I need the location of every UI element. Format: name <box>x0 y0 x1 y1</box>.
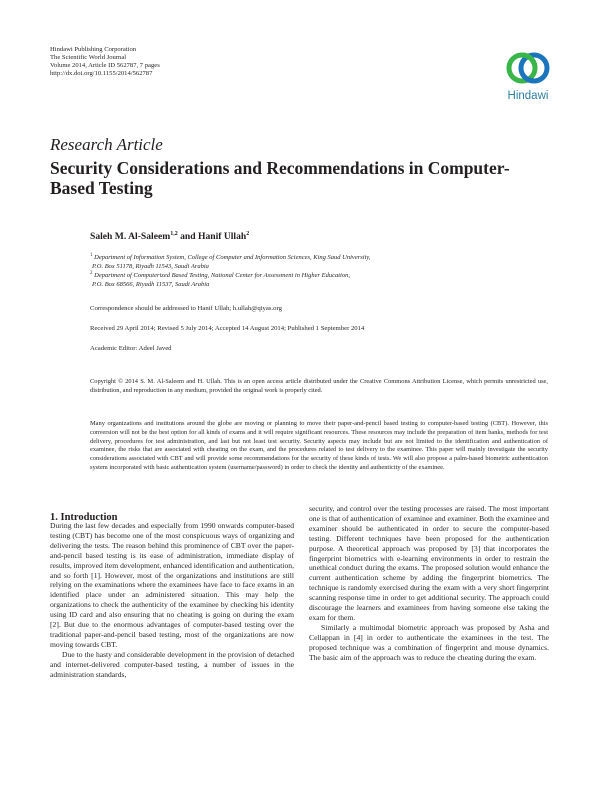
author-affil-sup: 2 <box>246 231 250 237</box>
section-heading: 1. Introduction <box>50 512 118 523</box>
journal-name: The Scientific World Journal <box>50 54 127 61</box>
volume-line: Volume 2014, Article ID 562787, 7 pages <box>50 62 160 69</box>
affiliation <box>90 270 530 289</box>
hindawi-logo <box>498 46 558 102</box>
abstract: Many organizations and institutions around the globe are moving or planning to move their paper-and-pencil based testing to computer-based testing (CBT). However, this conversion will not be the best option for all kinds of exams and it will require significant resources. These resources may include the preparation of item banks, methods for test delivery, procedures for test administration, and last but not least test security. Security aspects may include but are not limited to the identification and authentication of examinee, the risks that are associated with cheating on the exam, and the procedures related to test delivery to the examinee. This paper will mainly investigate the security considerations associated with CBT and will provide some recommendations for the security of these kinds of tests. We will also propose a palm-based biometric authentication system incorporated with basic authentication system (username/password) in order to check the identity and authenticity of the examinee. <box>90 420 548 471</box>
correspondence-line: Correspondence should be addressed to Hanif Ullah; h.ullah@qiyas.org <box>90 305 282 312</box>
paragraph: During the last few decades and especially from 1990 onwards computer-based testing (CBT) has become one of the most conspicuous ways of organizing and delivering the tests. The reason behind this prominence of CBT over the paper-and-pencil based testing is its ease of administration, immediate display of results, improved item development, enhanced identification and authentication, and so forth [1]. However, most of the organizations and institutions are still relying on the examinations where the examinees have face to face exams in an identified place under an administered situation. This may help the organizations to check the authenticity of the examinee by checking his identity using ID card and also ensuring that no cheating is going on during the exam [2]. But due to the enormous advantages of computer-based testing over the traditional paper-and-pencil based testing, most of the organizations are now moving towards CBT. <box>50 521 294 649</box>
body-column-right <box>309 504 549 663</box>
affiliation-line: P.O. Box 51178, Riyadh 11543, Saudi Arabia <box>92 262 209 270</box>
affiliation-sup: 2 <box>90 271 93 276</box>
journal-header <box>50 46 160 78</box>
publisher-name: Hindawi Publishing Corporation <box>50 46 137 53</box>
academic-editor: Academic Editor: Adeel Javed <box>90 345 172 352</box>
article-type: Research Article <box>50 135 163 154</box>
dates-line: Received 29 April 2014; Revised 5 July 2014; Accepted 14 August 2014; Published 1 September 2014 <box>90 325 365 332</box>
hindawi-logo-icon <box>498 46 558 90</box>
affiliation-sup: 1 <box>90 253 93 258</box>
body-column-left <box>50 521 294 680</box>
copyright-notice: Copyright © 2014 S. M. Al-Saleem and H. Ullah. This is an open access article distributed under the Creative Commons Attribution License, which permits unrestricted use, distribution, and reproduction in any medium, provided the original work is properly cited. <box>90 378 548 394</box>
paragraph: security, and control over the testing processes are raised. The most important one is that of authentication of examinee and examiner. Both the examinee and examiner should be authenticated in order to secure the computer-based testing. Different techniques have been proposed for the authentication purpose. A theoretical approach was proposed by [3] that incorporates the fingerprint biometrics with e-learning environments in order to restrain the unethical conduct during the exams. The proposed solution would enhance the current authentication scheme by adding the fingerprint biometrics. The technique is randomly exercised during the exam with a very short fingerprint scanning response time in order to get additional security. The approach could discourage the learners and examinees from having someone else taking the exam for them. <box>309 504 549 622</box>
logo-text: Hindawi <box>507 90 549 102</box>
author-name: Saleh M. Al-Saleem <box>90 231 171 243</box>
paper-title: Security Considerations and Recommendations in Computer-Based Testing <box>50 158 510 198</box>
affiliation-line: Department of Computerized Based Testing, National Center for Assessment in Higher Education, <box>94 272 350 280</box>
author-list <box>90 231 249 242</box>
author-affil-sup: 1,2 <box>170 231 178 237</box>
affiliation-line: Department of Information System, College of Computer and Information Sciences, King Saud University, <box>94 254 371 262</box>
affiliation-line: P.O. Box 68566, Riyadh 11537, Saudi Arabia <box>92 280 210 288</box>
affiliation <box>90 252 530 271</box>
paragraph: Similarly a multimodal biometric approach was proposed by Asha and Cellappan in [4] in order to authenticate the examinees in the test. The proposed technique was a combination of fingerprint and mouse dynamics. The basic aim of the approach was to reduce the cheating during the exam. <box>309 622 549 662</box>
author-name: Hanif Ullah <box>197 231 247 243</box>
doi-link[interactable]: http://dx.doi.org/10.1155/2014/562787 <box>50 70 153 77</box>
paragraph: Due to the hasty and considerable development in the provision of detached and internet-delivered computer-based testing, a number of issues in the administration standards, <box>50 649 294 679</box>
author-separator: and <box>177 231 198 243</box>
